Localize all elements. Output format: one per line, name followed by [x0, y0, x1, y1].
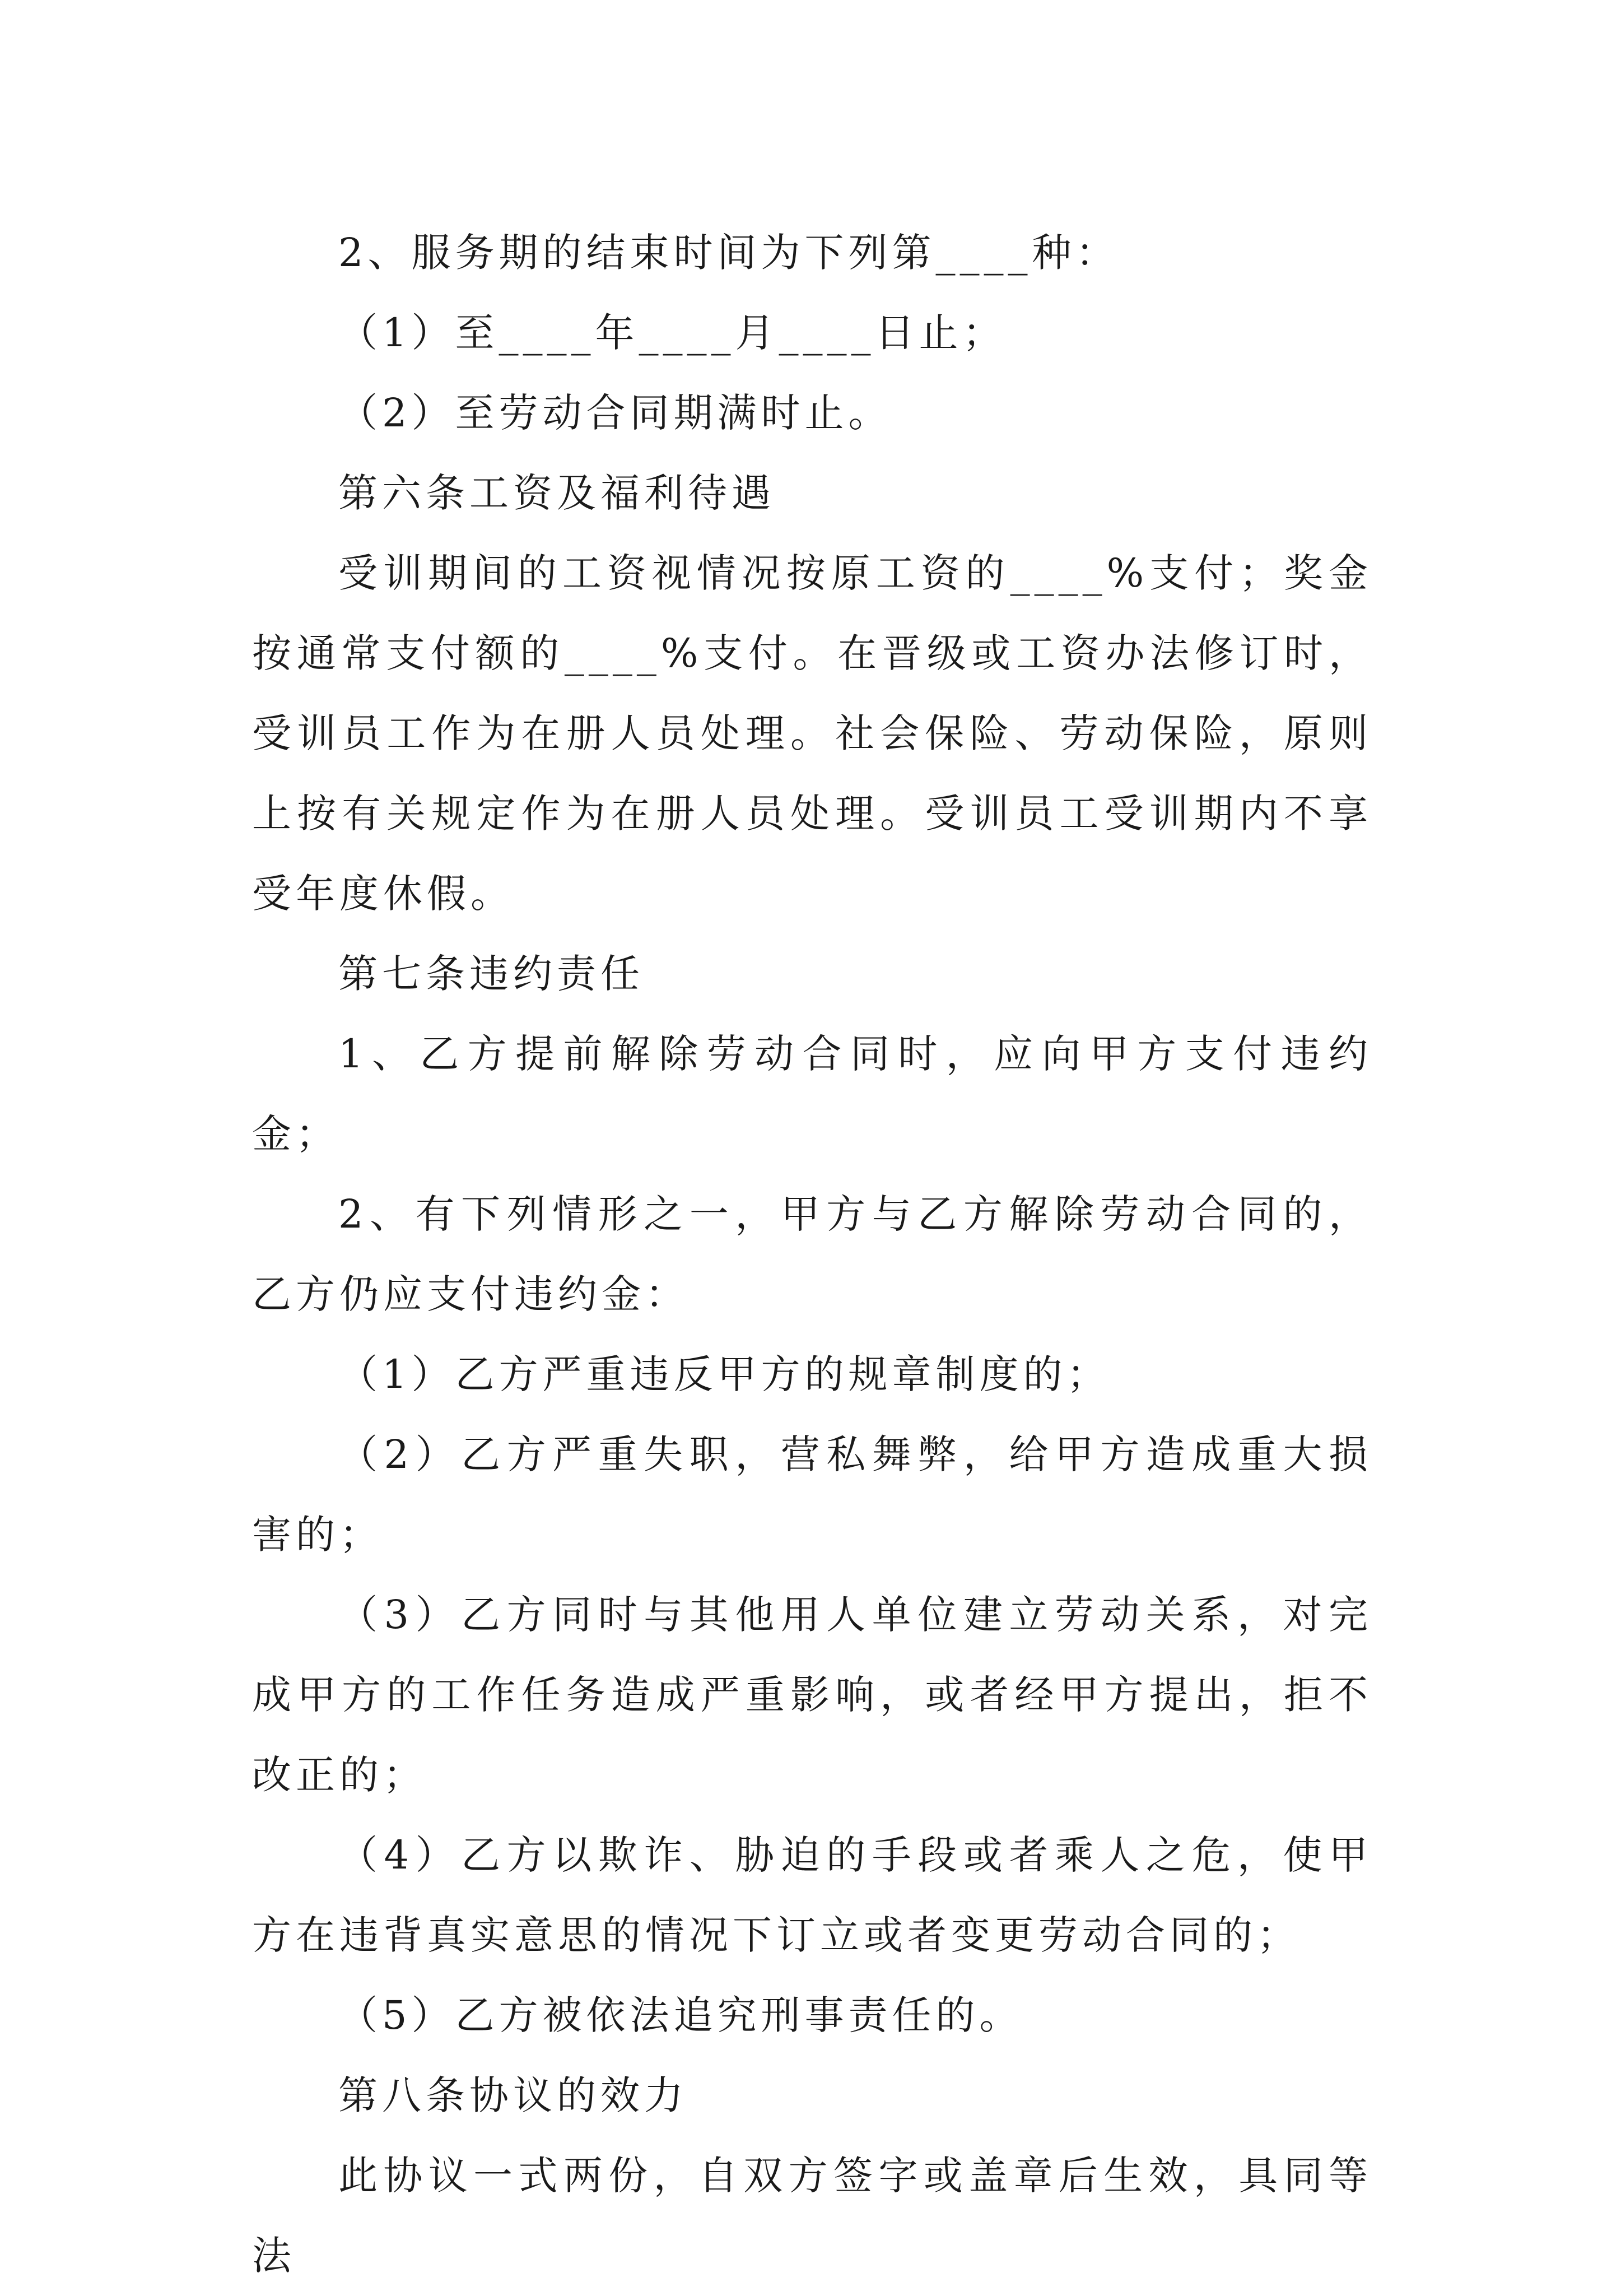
paragraph-breach-2: 2、有下列情形之一，甲方与乙方解除劳动合同的，乙方仍应支付违约金：	[252, 1191, 1372, 1317]
section-heading-article-7: 第七条违约责任	[338, 951, 644, 997]
paragraph-wages-benefits: 受训期间的工资视情况按原工资的____%支付；奖金按通常支付额的____%支付。在晋级或工资办法修订时，受训员工作为在册人员处理。社会保险、劳动保险，原则上按有关规定作为在册人员处理。受训员工受训期内不享受年度休假。	[252, 550, 1372, 917]
paragraph-breach-item-1: （1）乙方严重违反甲方的规章制度的；	[338, 1351, 1111, 1397]
paragraph-breach-item-5: （5）乙方被依法追究刑事责任的。	[338, 1992, 1023, 2038]
paragraph-service-end-options: 2、服务期的结束时间为下列第____种：	[338, 230, 1120, 276]
paragraph-breach-item-2: （2）乙方严重失职，营私舞弊，给甲方造成重大损害的；	[252, 1431, 1372, 1558]
section-heading-article-6: 第六条工资及福利待遇	[338, 470, 775, 516]
paragraph-option-2: （2）至劳动合同期满时止。	[338, 390, 892, 436]
section-heading-article-8: 第八条协议的效力	[338, 2072, 688, 2118]
paragraph-option-1: （1）至____年____月____日止；	[338, 310, 1007, 356]
paragraph-breach-1: 1、乙方提前解除劳动合同时，应向甲方支付违约金；	[252, 1031, 1372, 1157]
document-body	[252, 213, 1372, 2296]
paragraph-breach-item-4: （4）乙方以欺诈、胁迫的手段或者乘人之危，使甲方在违背真实意思的情况下订立或者变更劳动合同的；	[252, 1832, 1372, 1958]
paragraph-agreement-validity: 此协议一式两份，自双方签字或盖章后生效，具同等法	[252, 2153, 1372, 2279]
paragraph-breach-item-3: （3）乙方同时与其他用人单位建立劳动关系，对完成甲方的工作任务造成严重影响，或者经甲方提出，拒不改正的；	[252, 1592, 1372, 1798]
